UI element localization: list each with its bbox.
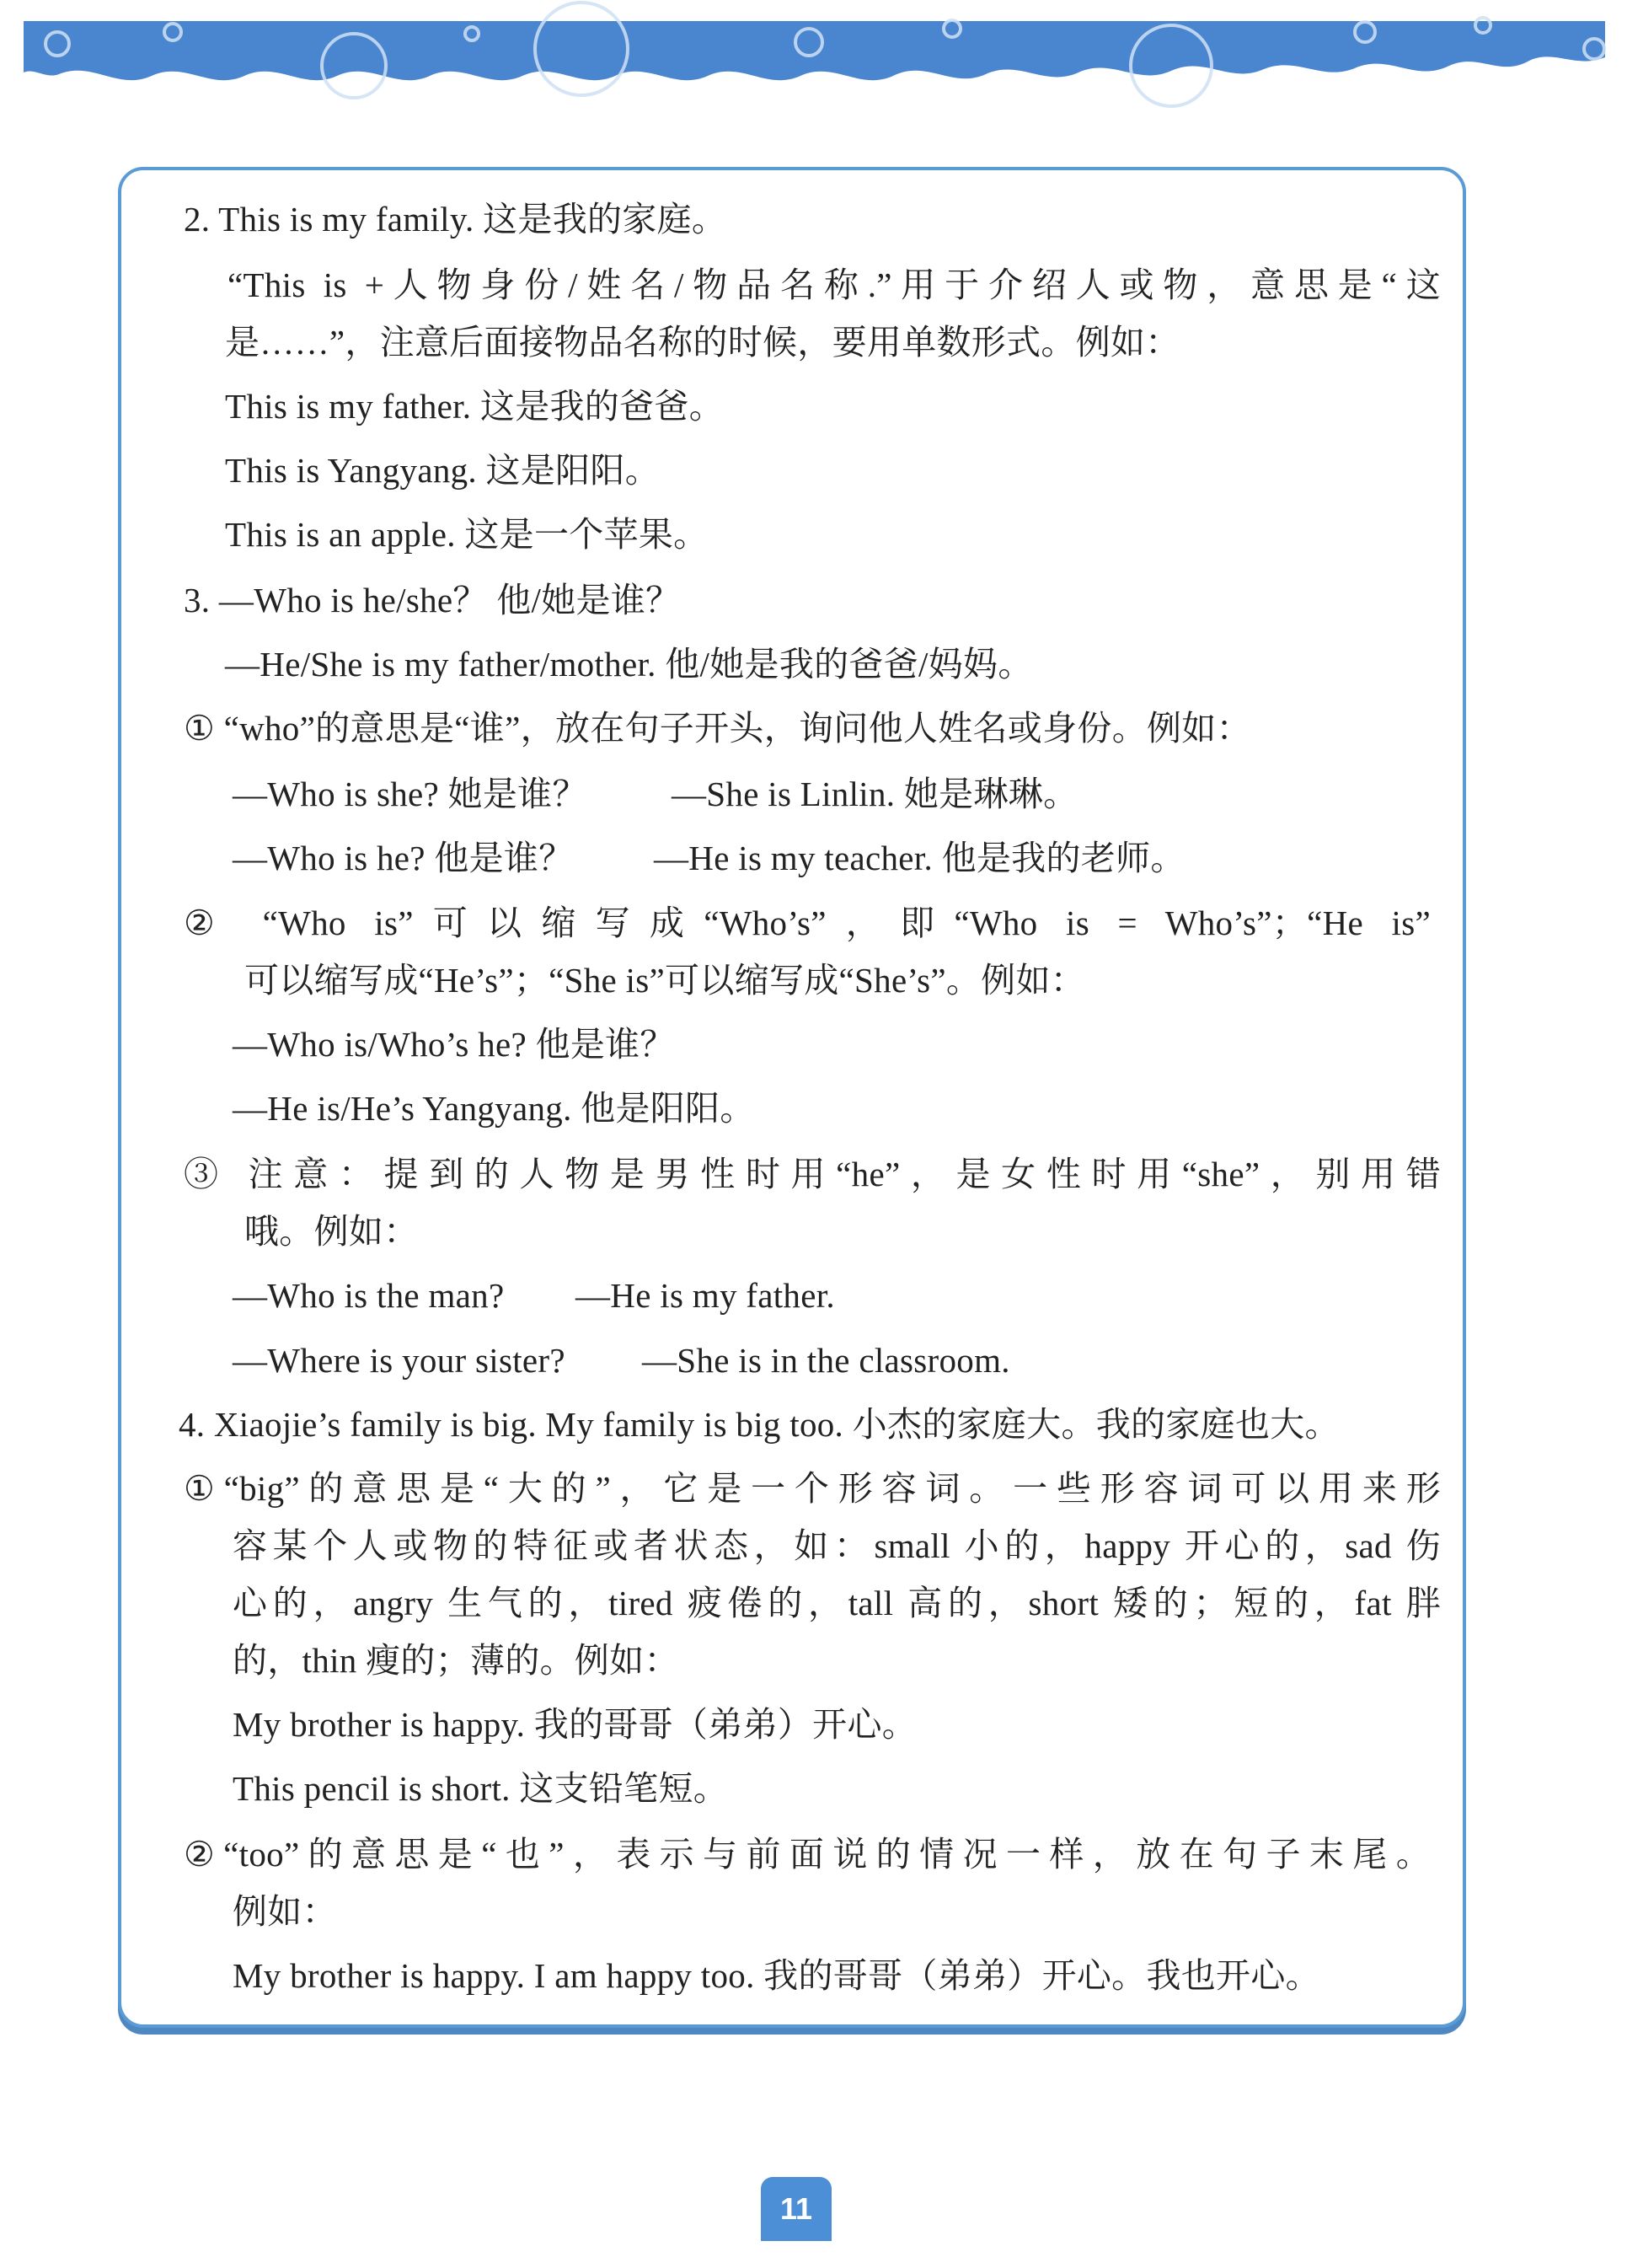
note-item-1: ①“big”的意思是“大的”，它是一个形容词。一些形容词可以用来形 [184, 1469, 1441, 1508]
example-sentence: My brother is happy. 我的哥哥（弟弟）开心。 [233, 1705, 918, 1744]
page-number: 11 [761, 2177, 832, 2241]
dialogue-question: —Who is the man? [233, 1276, 505, 1315]
example-sentence: This pencil is short. 这支铅笔短。 [233, 1769, 729, 1808]
section-heading-3: 3. —Who is he/she？ 他/她是谁？ [184, 581, 681, 619]
note-item-3: ③ 注意：提到的人物是男性时用“he”，是女性时用“she”，别用错 [184, 1155, 1441, 1193]
section-heading-2: 2. This is my family. 这是我的家庭。 [184, 200, 727, 239]
note-item-2: ② “Who is”可以缩写成“Who’s”，即“Who is = Who’s”；“He is” [184, 903, 1431, 942]
explanation-line: 哦。例如： [244, 1212, 419, 1251]
dialogue-question: —Where is your sister? [233, 1341, 565, 1380]
dialogue-answer: —He is my teacher. 他是我的老师。 [654, 839, 1185, 877]
dialogue-question: —Who is she? 她是谁？ [233, 775, 587, 813]
explanation-line: “This is +人物身份/姓名/物品名称.”用于介绍人或物，意思是“这 [227, 265, 1441, 304]
note-item-1: ① “who”的意思是“谁”，放在句子开头，询问他人姓名或身份。例如： [184, 709, 1251, 748]
section-heading-4: 4. Xiaojie’s family is big. My family is big too. 小杰的家庭大。我的家庭也大。 [179, 1405, 1340, 1444]
explanation-line: 例如： [233, 1892, 337, 1931]
example-sentence: This is an apple. 这是一个苹果。 [225, 515, 709, 554]
explanation-line: 的，thin 瘦的；薄的。例如： [233, 1641, 679, 1680]
dialogue-answer: —He is my father. [575, 1276, 835, 1315]
note-item-2: ②“too”的意思是“也”，表示与前面说的情况一样，放在句子末尾。 [184, 1835, 1431, 1874]
dialogue-question: —Who is he? 他是谁？ [233, 839, 574, 877]
dialogue-question: —Who is/Who’s he? 他是谁？ [233, 1025, 675, 1064]
dialogue-answer: —She is in the classroom. [642, 1341, 1010, 1380]
dialogue-answer: —She is Linlin. 她是琳琳。 [672, 775, 1078, 813]
explanation-line: 容某个人或物的特征或者状态，如：small 小的，happy 开心的，sad 伤 [233, 1526, 1441, 1565]
explanation-line: 心的，angry 生气的，tired 疲倦的，tall 高的，short 矮的；短的，fat 胖 [233, 1584, 1441, 1622]
header-wave-decoration [0, 0, 1627, 110]
example-sentence: This is Yangyang. 这是阳阳。 [225, 451, 661, 490]
dialogue-answer: —He is/He’s Yangyang. 他是阳阳。 [233, 1089, 755, 1128]
example-sentence: My brother is happy. I am happy too. 我的哥哥（弟弟）开心。我也开心。 [233, 1956, 1320, 1995]
example-sentence: This is my father. 这是我的爸爸。 [225, 387, 725, 426]
explanation-line: 可以缩写成“He’s”；“She is”可以缩写成“She’s”。例如： [244, 961, 1086, 1000]
dialogue-line: —He/She is my father/mother. 他/她是我的爸爸/妈妈。 [225, 645, 1033, 684]
explanation-line: 是……”，注意后面接物品名称的时候，要用单数形式。例如： [225, 323, 1180, 362]
